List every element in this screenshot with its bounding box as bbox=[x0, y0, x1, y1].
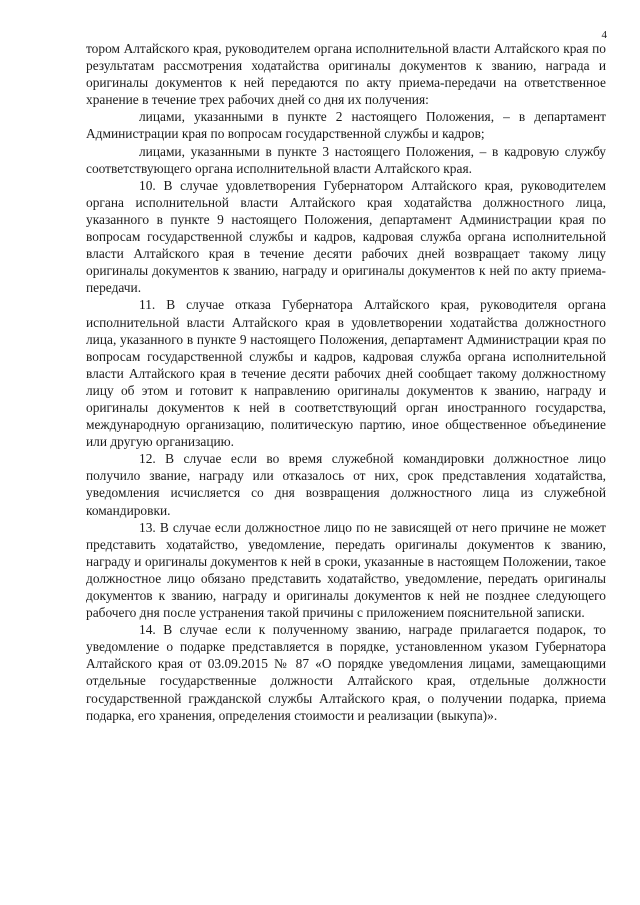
paragraph-item-12: 12. В случае если во время служебной командировки должностное лицо получило звание, награду или отказалось от них, срок представления ходатайства, уведомления исчисляется со дня возвращения должностного лица из служебной командировки. bbox=[86, 451, 606, 518]
paragraph-item-10: 10. В случае удовлетворения Губернатором Алтайского края, руководителем органа исполнительной власти Алтайского края ходатайства должностного лица, указанного в пункте 9 настоящего Положения, департамент Администрации края по вопросам государственной службы и кадров, кадровая служба органа исполнительной власти Алтайского края в течение десяти рабочих дней возвращает такому лицу оригиналы документов к званию, награду и оригиналы документов к ней по акту приема-передачи. bbox=[86, 177, 606, 296]
paragraph-continuation: тором Алтайского края, руководителем органа исполнительной власти Алтайского края по результатам рассмотрения ходатайства оригиналы документов к званию, награда и оригиналы документов к ней передаются по акту приема-передачи на ответственное хранение в течение трех рабочих дней со дня их получения: bbox=[86, 41, 606, 108]
paragraph-hr-transfer: лицами, указанными в пункте 3 настоящего Положения, – в кадровую службу соответствующего органа исполнительной власти Алтайского края. bbox=[86, 143, 606, 176]
paragraph-item-13: 13. В случае если должностное лицо по не зависящей от него причине не может представить ходатайство, уведомление, передать оригиналы документов к званию, награду и оригиналы документов к ней в сроки, указанные в настоящем Положении, такое должностное лицо обязано представить ходатайство, уведомление, передать оригиналы документов к званию, награду и оригиналы документов к ней не позднее следующего рабочего дня после устранения такой причины с приложением пояснительной записки. bbox=[86, 519, 606, 621]
page-number: 4 bbox=[601, 29, 607, 41]
paragraph-item-11: 11. В случае отказа Губернатора Алтайского края, руководителя органа исполнительной власти Алтайского края в удовлетворении ходатайства должностного лица, указанного в пункте 9 настоящего Положения, департамент Администрации края по вопросам государственной службы и кадров, кадровая служба органа исполнительной власти Алтайского края в течение десяти рабочих дней сообщает такому должностному лицу об этом и готовит к направлению оригиналы документов к званию, награду и оригиналы документов к ней в соответствующий орган иностранного государства, международную организацию, политическую партию, иное общественное объединение или другую организацию. bbox=[86, 297, 606, 450]
paragraph-item-14: 14. В случае если к полученному званию, награде прилагается подарок, то уведомление о подарке представляется в порядке, установленном указом Губернатора Алтайского края от 03.09.2015 № 87 «О порядке уведомления лицами, замещающими отдельные государственные должности Алтайского края, отдельные должности государственной гражданской службы Алтайского края, о получении подарка, приема подарка, его хранения, определения стоимости и реализации (выкупа)». bbox=[86, 622, 606, 723]
document-body bbox=[86, 40, 606, 724]
paragraph-dept-transfer: лицами, указанными в пункте 2 настоящего Положения, – в департамент Администрации края по вопросам государственной службы и кадров; bbox=[86, 109, 606, 142]
